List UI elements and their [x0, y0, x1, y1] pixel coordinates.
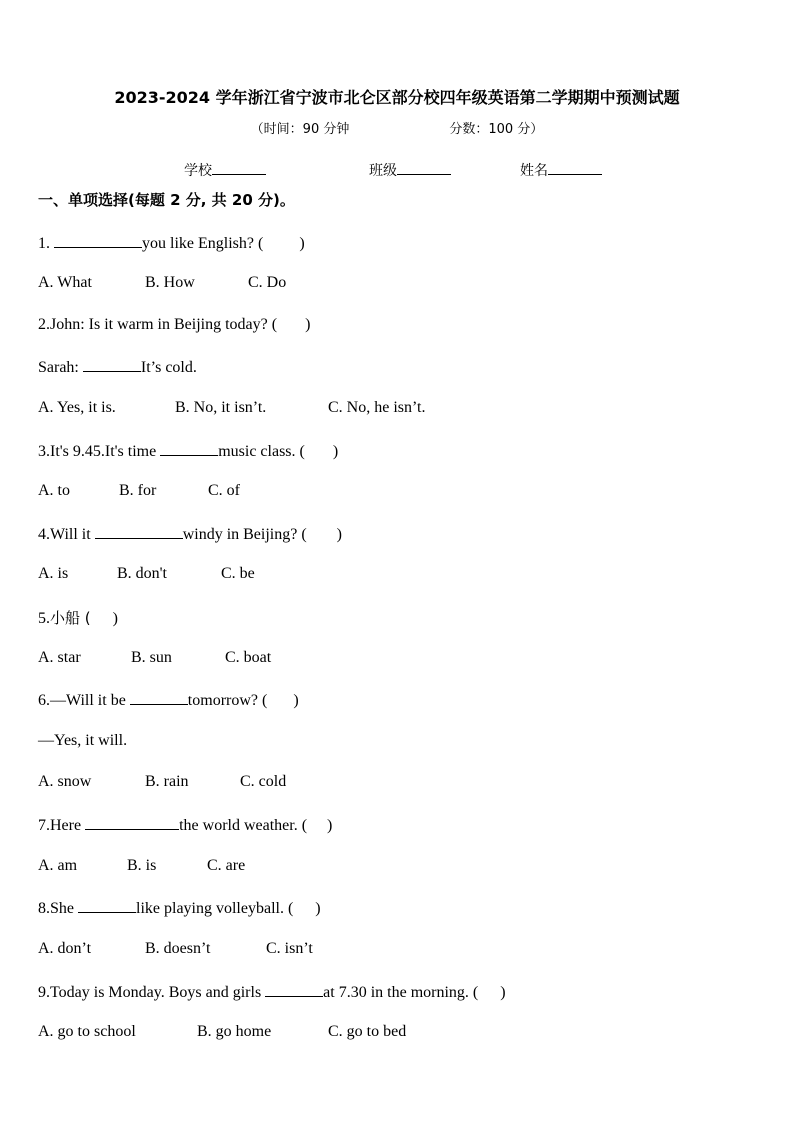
question-4 — [38, 524, 342, 544]
exam-score: 分数：100 分） — [449, 122, 544, 137]
question-2-reply — [38, 357, 197, 377]
option-a[interactable]: A. am — [38, 857, 78, 874]
reply-text: —Yes, it will. — [38, 732, 128, 749]
question-text-after: like playing volleyball. ( — [136, 900, 294, 917]
question-text: —Will it be — [50, 692, 130, 709]
answer-blank[interactable] — [85, 815, 179, 830]
question-text-after: music class. ( — [218, 443, 305, 460]
question-9 — [38, 982, 506, 1002]
question-1 — [38, 233, 305, 253]
question-text: Will it — [50, 526, 95, 543]
option-b[interactable]: B. for — [119, 482, 157, 499]
option-c[interactable]: C. go to bed — [328, 1023, 407, 1040]
question-text: She — [50, 900, 78, 917]
question-paren-close: ) — [293, 692, 299, 709]
exam-time: （时间：90 分钟 — [250, 122, 350, 137]
option-a[interactable]: A. Yes, it is. — [38, 399, 116, 416]
option-a[interactable]: A. to — [38, 482, 70, 499]
option-b[interactable]: B. No, it isn’t. — [175, 399, 267, 416]
options-7 — [38, 857, 245, 875]
question-paren-close: ) — [500, 984, 506, 1001]
options-5 — [38, 649, 271, 667]
question-text-after: at 7.30 in the morning. ( — [323, 984, 479, 1001]
option-a[interactable]: A. snow — [38, 773, 92, 790]
option-a[interactable]: A. star — [38, 649, 81, 666]
question-paren-close: ) — [327, 817, 333, 834]
question-number: 6. — [38, 692, 50, 709]
option-b[interactable]: B. don't — [117, 565, 167, 582]
question-text: 小船 ( — [50, 609, 91, 627]
question-paren-close: ) — [332, 443, 339, 460]
question-text: Here — [50, 817, 86, 834]
options-3 — [38, 482, 240, 500]
option-a[interactable]: A. don’t — [38, 940, 92, 957]
question-8 — [38, 898, 321, 918]
school-blank[interactable] — [212, 159, 266, 175]
section-heading: 一、单项选择(每题 2 分, 共 20 分)。 — [38, 191, 295, 209]
question-text: Today is Monday. Boys and girls — [50, 984, 266, 1001]
options-4 — [38, 565, 255, 583]
option-c[interactable]: C. of — [208, 482, 240, 499]
answer-blank[interactable] — [265, 982, 323, 997]
reply-prefix: Sarah: — [38, 359, 83, 376]
question-6 — [38, 690, 299, 710]
answer-blank[interactable] — [130, 690, 188, 705]
question-paren-close: ) — [299, 235, 305, 252]
exam-title: 2023-2024 学年浙江省宁波市北仑区部分校四年级英语第二学期期中预测试题 — [114, 88, 680, 107]
option-c[interactable]: C. boat — [225, 649, 272, 666]
answer-blank[interactable] — [160, 441, 218, 456]
question-number: 7. — [38, 817, 50, 834]
option-b[interactable]: B. sun — [131, 649, 172, 666]
option-b[interactable]: B. doesn’t — [145, 940, 211, 957]
question-paren-close: ) — [336, 526, 342, 543]
name-blank[interactable] — [548, 159, 602, 175]
question-number: 9. — [38, 984, 50, 1001]
question-text: John: Is it warm in Beijing today? ( — [50, 316, 278, 333]
options-2 — [38, 399, 425, 417]
question-text-after: windy in Beijing? ( — [182, 526, 307, 543]
question-text: you like English? ( — [142, 235, 264, 252]
reply-text: It’s cold. — [140, 359, 197, 376]
question-number: 1. — [38, 235, 50, 252]
option-b[interactable]: B. is — [127, 857, 157, 874]
answer-blank[interactable] — [54, 233, 142, 248]
option-a[interactable]: A. What — [38, 274, 92, 291]
option-c[interactable]: C. isn’t — [266, 940, 313, 957]
question-paren-close: ) — [112, 610, 118, 627]
question-6-reply — [38, 732, 127, 750]
options-1 — [38, 274, 286, 292]
options-8 — [38, 940, 313, 958]
question-number: 8. — [38, 900, 50, 917]
option-c[interactable]: C. be — [221, 565, 255, 582]
question-number: 3. — [38, 443, 50, 460]
options-6 — [38, 773, 286, 791]
option-b[interactable]: B. rain — [145, 773, 189, 790]
answer-blank[interactable] — [95, 524, 183, 539]
question-7 — [38, 815, 332, 835]
answer-blank[interactable] — [78, 898, 136, 913]
school-field[interactable] — [184, 159, 266, 180]
option-b[interactable]: B. go home — [197, 1023, 272, 1040]
option-a[interactable]: A. go to school — [38, 1023, 136, 1040]
name-label: 姓名 — [520, 163, 548, 179]
question-text-after: tomorrow? ( — [187, 692, 268, 709]
question-number: 5. — [38, 610, 50, 627]
class-label: 班级 — [369, 163, 397, 179]
options-9 — [38, 1023, 406, 1041]
question-5 — [38, 607, 118, 628]
question-paren-close: ) — [305, 316, 311, 333]
name-field[interactable] — [520, 159, 602, 180]
class-field[interactable] — [369, 159, 451, 180]
question-paren-close: ) — [315, 900, 321, 917]
question-text: It's 9.45.It's time — [50, 443, 161, 460]
option-a[interactable]: A. is — [38, 565, 69, 582]
answer-blank[interactable] — [83, 357, 141, 372]
school-label: 学校 — [184, 163, 212, 179]
option-c[interactable]: C. are — [207, 857, 246, 874]
question-3 — [38, 441, 338, 461]
option-b[interactable]: B. How — [145, 274, 195, 291]
option-c[interactable]: C. Do — [248, 274, 287, 291]
option-c[interactable]: C. No, he isn’t. — [328, 399, 426, 416]
question-number: 2. — [38, 316, 50, 333]
option-c[interactable]: C. cold — [240, 773, 287, 790]
question-text-after: the world weather. ( — [179, 817, 308, 834]
question-2 — [38, 316, 310, 334]
class-blank[interactable] — [397, 159, 451, 175]
question-number: 4. — [38, 526, 50, 543]
exam-subtitle — [0, 118, 794, 137]
